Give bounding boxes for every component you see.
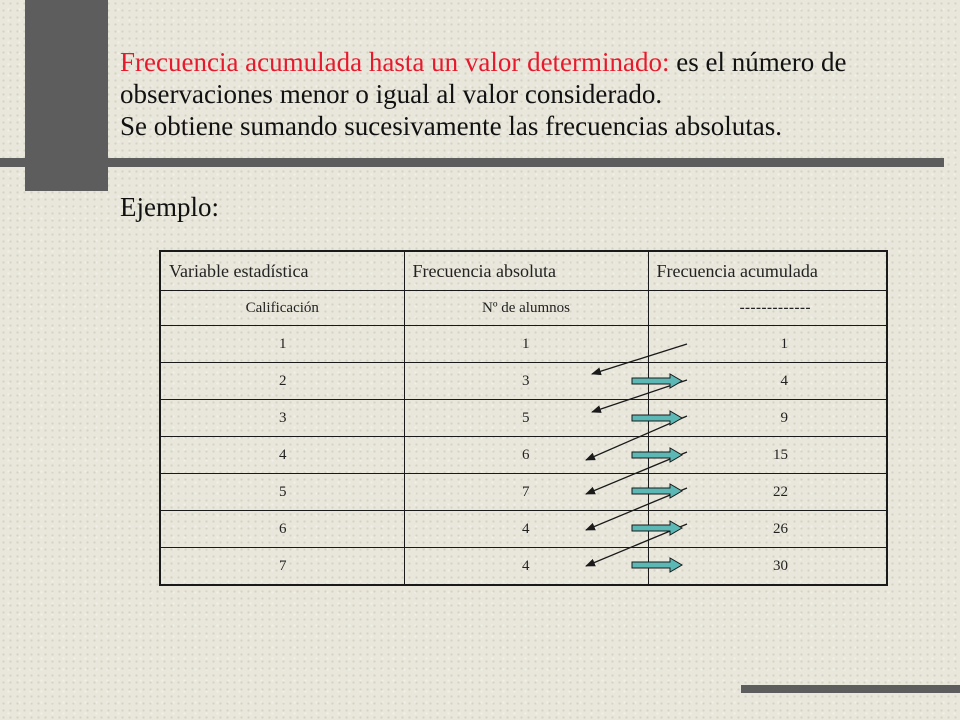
cell-cumulative: 4 [648, 363, 887, 400]
header-variable: Variable estadística [160, 251, 404, 291]
block-arrow [632, 374, 682, 388]
diagonal-arrow [592, 344, 687, 374]
cell-cumulative: 22 [648, 474, 887, 511]
cell-grade: 6 [160, 511, 404, 548]
cell-cumulative: 30 [648, 548, 887, 586]
cell-absolute: 4 [404, 511, 648, 548]
cell-cumulative: 1 [648, 326, 887, 363]
cell-grade: 3 [160, 400, 404, 437]
block-arrow [632, 411, 682, 425]
cell-cumulative: 15 [648, 437, 887, 474]
cell-absolute: 4 [404, 548, 648, 586]
cell-absolute: 7 [404, 474, 648, 511]
cell-grade: 2 [160, 363, 404, 400]
cell-grade: 1 [160, 326, 404, 363]
definition-rest: es el número de observaciones menor o igual al valor considerado. [120, 47, 847, 109]
definition-term: Frecuencia acumulada hasta un valor determinado: [120, 47, 670, 77]
cell-grade: 5 [160, 474, 404, 511]
cell-absolute: 5 [404, 400, 648, 437]
cell-grade: 7 [160, 548, 404, 586]
cell-absolute: 6 [404, 437, 648, 474]
block-arrow [632, 448, 682, 462]
cell-absolute: 1 [404, 326, 648, 363]
cell-absolute: 3 [404, 363, 648, 400]
block-arrow [632, 558, 682, 572]
subheader-cumulative: ------------- [648, 291, 887, 326]
subheader-absolute: Nº de alumnos [404, 291, 648, 326]
block-arrow [632, 484, 682, 498]
header-cumulative: Frecuencia acumulada [648, 251, 887, 291]
subheader-variable: Calificación [160, 291, 404, 326]
cell-cumulative: 9 [648, 400, 887, 437]
cell-cumulative: 26 [648, 511, 887, 548]
example-label: Ejemplo: [120, 192, 219, 222]
explanation: Se obtiene sumando sucesivamente las frecuencias absolutas. [120, 111, 783, 141]
block-arrow [632, 521, 682, 535]
cell-grade: 4 [160, 437, 404, 474]
header-absolute: Frecuencia absoluta [404, 251, 648, 291]
